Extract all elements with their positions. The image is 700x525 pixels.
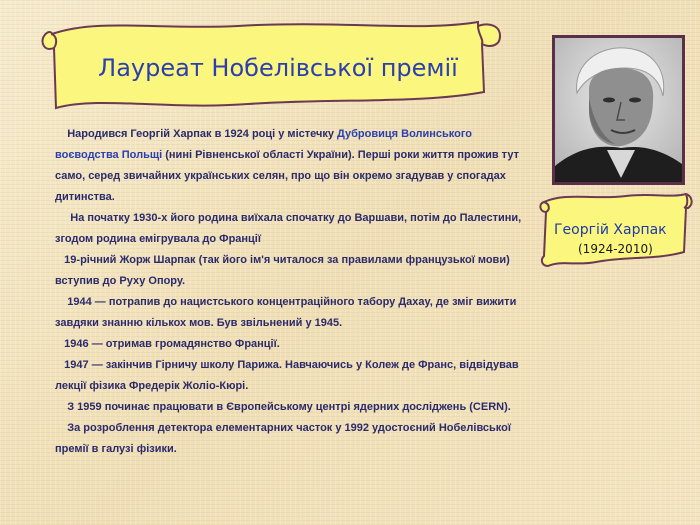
paragraph-text: 1946 — отримав громадянство Франції. <box>64 338 280 350</box>
paragraph-text: 19-річний Жорж Шарпак (так його ім'я читалося за правилами французької мови) вступив до Руху Опору. <box>55 254 510 287</box>
paragraph <box>55 334 533 355</box>
paragraph <box>55 418 533 460</box>
name-banner <box>536 186 694 274</box>
paragraph <box>55 397 533 418</box>
portrait-image <box>555 38 682 182</box>
person-name: Георгій Харпак <box>554 222 667 238</box>
paragraph-text: За розроблення детектора елементарних часток у 1992 удостоєний Нобелівської премії в галузі фізики. <box>55 422 511 455</box>
paragraph-text: (нині Рівненської області України). Перші роки життя прожив тут само, серед звичайних українських селян, про що він окремо згадував у спогадах дитинства. <box>55 149 519 203</box>
page-title: Лауреат Нобелівської премії <box>98 54 458 82</box>
paragraph <box>55 250 533 292</box>
paragraph <box>55 124 533 208</box>
paragraph-text: 1947 — закінчив Гірничу школу Парижа. Навчаючись у Колеж де Франс, відвідував лекції фізика Фредерік Жоліо-Кюрі. <box>55 359 519 392</box>
paragraph-text: Народився Георгій Харпак в 1924 році у містечку <box>67 128 338 140</box>
place-link[interactable]: Дубровиця Волинського воєводства Польщі <box>55 128 473 161</box>
biography-text <box>55 124 533 460</box>
paragraph <box>55 292 533 334</box>
title-banner <box>38 12 518 117</box>
paragraph-text: 1944 — потрапив до нацистського концентраційного табору Дахау, де зміг вижити завдяки знанню кількох мов. Був звільнений у 1945. <box>55 296 517 329</box>
paragraph-text: На початку 1930-х його родина виїхала спочатку до Варшави, потім до Палестини, згодом родина емігрувала до Франції <box>55 212 522 245</box>
paragraph-text: З 1959 починає працювати в Європейському центрі ядерних досліджень (CERN). <box>67 401 511 413</box>
paragraph <box>55 208 533 250</box>
portrait-photo <box>552 35 685 185</box>
person-years: (1924-2010) <box>578 242 653 256</box>
paragraph <box>55 355 533 397</box>
